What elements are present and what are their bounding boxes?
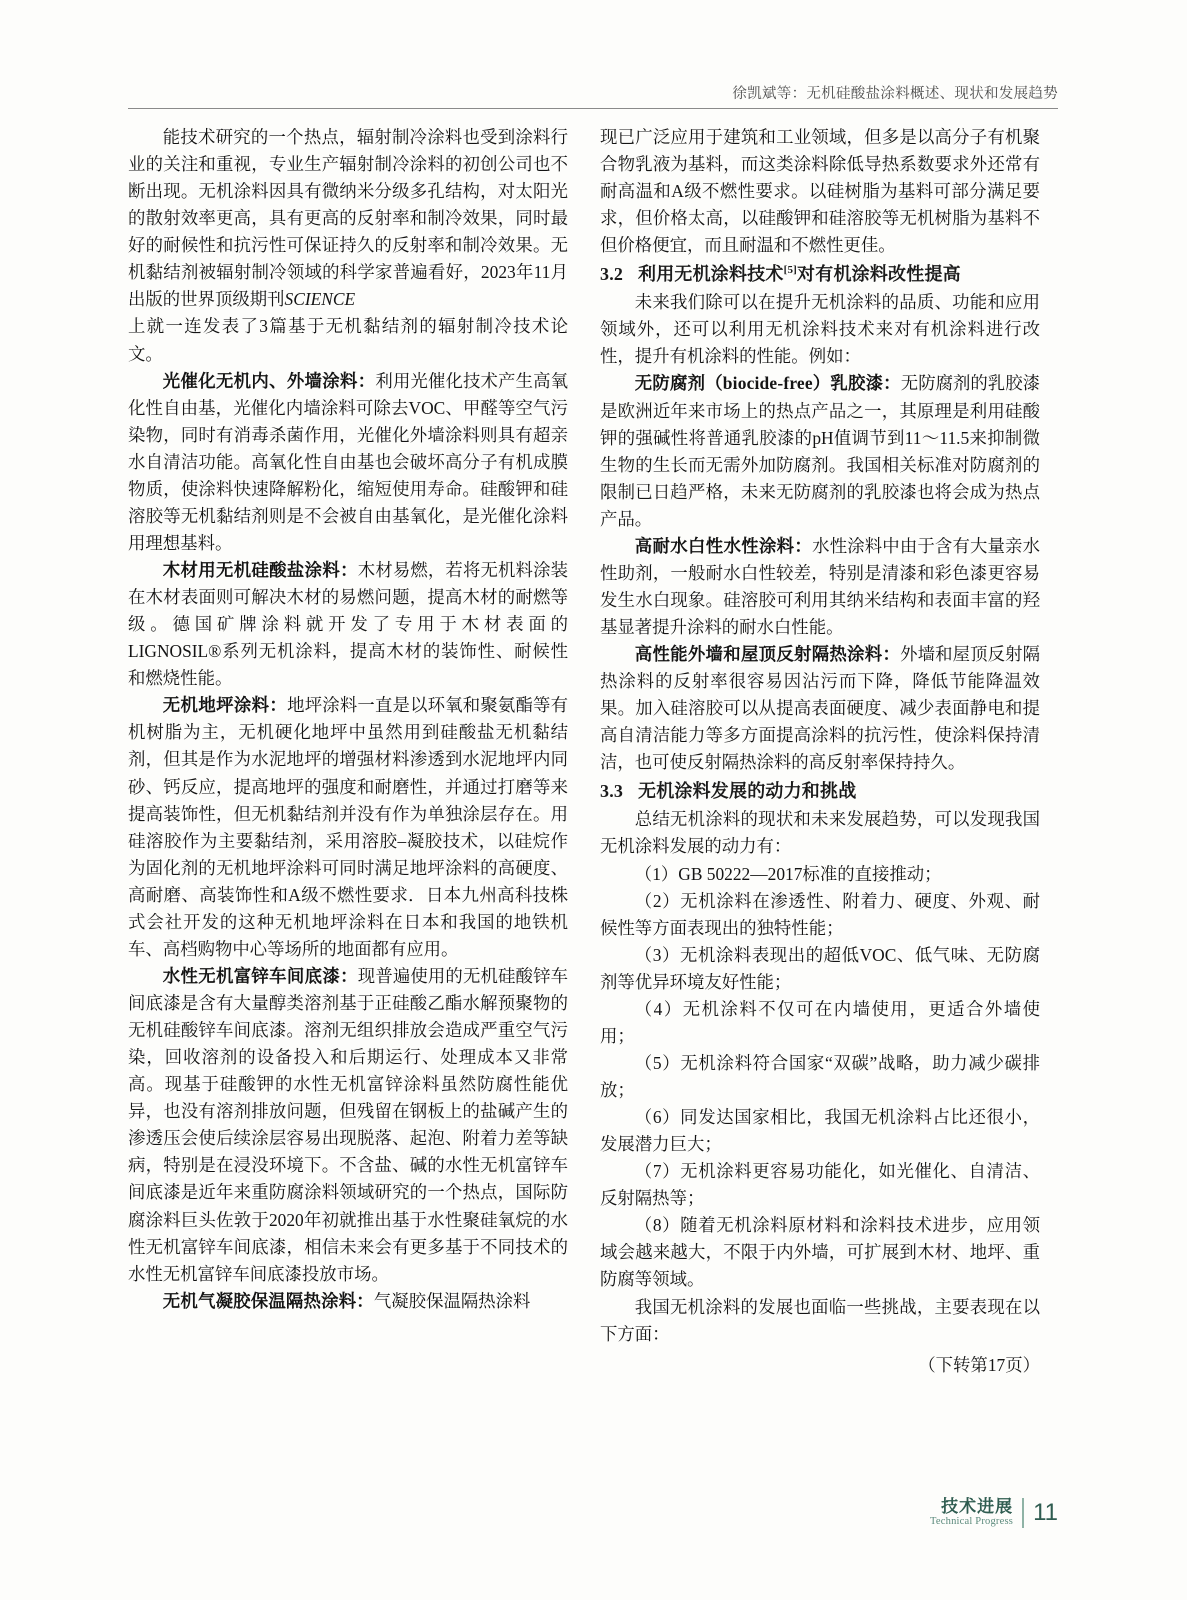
list-item: （2）无机涂料在渗透性、附着力、硬度、外观、耐候性等方面表现出的独特性能； bbox=[600, 890, 1040, 938]
entry-title: 无机地坪涂料： bbox=[162, 695, 288, 716]
footer bbox=[930, 1497, 1058, 1528]
section-title: 无机涂料发展的动力和挑战 bbox=[638, 781, 857, 802]
section-heading-3-2 bbox=[600, 261, 1040, 289]
entry-body: 水性涂料中由于含有大量亲水性助剂，一般耐水白性较差，特别是清漆和彩色漆更容易发生水白现象。硅溶胶可利用其纳米结构和表面丰富的羟基显著提升涂料的耐水白性能。 bbox=[600, 535, 1040, 638]
left-column bbox=[128, 124, 568, 1315]
entry-reflective-insulation bbox=[600, 641, 1040, 776]
section-3-2-intro: 未来我们除可以在提升无机涂料的品质、功能和应用领域外，还可以利用无机涂料技术来对有机涂料进行改性，提升有机涂料的性能。例如： bbox=[600, 292, 1040, 367]
entry-body: 木材易燃，若将无机料涂装在木材表面则可解决木材的易燃问题，提高木材的耐燃等级。德国矿牌涂料就开发了专用于木材表面的LIGNOSIL®系列无机涂料，提高木材的装饰性、耐候性和燃烧性能。 bbox=[128, 560, 568, 689]
entry-title: 高性能外墙和屋顶反射隔热涂料： bbox=[634, 644, 901, 665]
entry-body: 地坪涂料一直是以环氧和聚氨酯等有机树脂为主，无机硬化地坪中虽然用到硅酸盐无机黏结剂，但其是作为水泥地坪的增强材料渗透到水泥地坪内同砂、钙反应，提高地坪的强度和耐磨性，并通过打磨等来提高装饰性，但无机黏结剂并没有作为单独涂层存在。用硅溶胶作为主要黏结剂，采用溶胶–凝胶技术，以硅烷作为固化剂的无机地坪涂料可同时满足地坪涂料的高硬度、高耐磨、高装饰性和A级不燃性要求．日本九州高科技株式会社开发的这种无机地坪涂料在日本和我国的地铁机车、高档购物中心等场所的地面都有应用。 bbox=[128, 695, 568, 959]
entry-body: 气凝胶保温隔热涂料 bbox=[373, 1290, 531, 1311]
paragraph-text: 能技术研究的一个热点，辐射制冷涂料也受到涂料行业的关注和重视，专业生产辐射制冷涂料的初创公司也不断出现。无机涂料因具有微纳米分级多孔结构，对太阳光的散射效率更高，具有更高的反射率和制冷效果，同时最好的耐候性和抗污性可保证持久的反射率和制冷效果。无机黏结剂被辐射制冷领域的科学家普遍看好，2023年11月出版的世界顶级期刊 bbox=[128, 127, 568, 310]
continuation-note: （下转第17页） bbox=[918, 1354, 1040, 1375]
entry-title: 水性无机富锌车间底漆： bbox=[162, 965, 358, 986]
section-title-tail: 对有机涂料改性提高 bbox=[797, 264, 961, 285]
entry-title: 无机气凝胶保温隔热涂料： bbox=[162, 1290, 374, 1311]
footer-divider bbox=[1022, 1498, 1024, 1528]
reference-marker: [5] bbox=[783, 264, 798, 277]
paragraph-continued bbox=[128, 124, 568, 313]
list-item: （6）同发达国家相比，我国无机涂料占比还很小，发展潜力巨大； bbox=[600, 1107, 1040, 1155]
footer-section-en: Technical Progress bbox=[930, 1516, 1014, 1528]
list-item: （8）随着无机涂料原材料和涂料技术进步，应用领域会越来越大，不限于内外墙，可扩展到木材、地坪、重防腐等领域。 bbox=[600, 1215, 1040, 1290]
entry-body: 无防腐剂的乳胶漆是欧洲近年来市场上的热点产品之一，其原理是利用硅酸钾的强碱性将普通乳胶漆的pH值调节到11～11.5来抑制微生物的生长而无需外加防腐剂。我国相关标准对防腐剂的限制已日趋严格，未来无防腐剂的乳胶漆也将会成为热点产品。 bbox=[600, 373, 1040, 529]
list-item: （4）无机涂料不仅可在内墙使用，更适合外墙使用； bbox=[600, 998, 1040, 1046]
entry-body: 利用光催化技术产生高氧化性自由基，光催化内墙涂料可除去VOC、甲醛等空气污染物，同时有消毒杀菌作用，光催化外墙涂料则具有超亲水自清洁功能。高氧化性自由基也会破坏高分子有机成膜物质，使涂料快速降解粉化，缩短使用寿命。硅酸钾和硅溶胶等无机黏结剂则是不会被自由基氧化，是光催化涂料用理想基料。 bbox=[128, 370, 568, 553]
entry-body: 现普遍使用的无机硅酸锌车间底漆是含有大量醇类溶剂基于正硅酸乙酯水解预聚物的无机硅酸锌车间底漆。溶剂无组织排放会造成严重空气污染，回收溶剂的设备投入和后期运行、处理成本又非常高。现基于硅酸钾的水性无机富锌涂料虽然防腐性能优异，也没有溶剂排放问题，但残留在钢板上的盐碱产生的渗透压会使后续涂层容易出现脱落、起泡、附着力差等缺病，特别是在浸没环境下。不含盐、碱的水性无机富锌车间底漆是近年来重防腐涂料领域研究的一个热点，国际防腐涂料巨头佐敦于2020年初就推出基于水性聚硅氧烷的水性无机富锌车间底漆，相信未来会有更多基于不同技术的水性无机富锌车间底漆投放市场。 bbox=[128, 965, 568, 1284]
paragraph-lead: 现已广泛应用于建筑和工业领域，但多是以高分子有机聚合物乳液为基料，而这类涂料除低导热系数要求外还常有耐高温和A级不燃性要求。以硅树脂为基料可部分满足要求，但价格太高，以硅酸钾和硅溶胶等无机树脂为基料不但价格便宜，而且耐温和不燃性更佳。 bbox=[600, 127, 1040, 256]
list-item: （7）无机涂料更容易功能化，如光催化、自清洁、反射隔热等； bbox=[600, 1161, 1040, 1209]
entry-waterborne-zinc-primer bbox=[128, 963, 568, 1288]
section-3-3-closing: 我国无机涂料的发展也面临一些挑战，主要表现在以下方面： bbox=[600, 1296, 1040, 1344]
list-item: （1）GB 50222—2017标准的直接推动； bbox=[634, 863, 942, 884]
entry-title: 无防腐剂（biocide-free）乳胶漆： bbox=[634, 373, 901, 394]
entry-wood-silicate bbox=[128, 557, 568, 692]
section-number: 3.2 bbox=[600, 264, 624, 285]
entry-title: 木材用无机硅酸盐涂料： bbox=[162, 560, 358, 580]
section-title: 利用无机涂料技术 bbox=[638, 264, 784, 285]
entry-water-whitening bbox=[600, 533, 1040, 641]
section-heading-3-3 bbox=[600, 778, 1040, 806]
entry-title: 高耐水白性水性涂料： bbox=[634, 535, 813, 556]
list-item: （3）无机涂料表现出的超低VOC、低气味、无防腐剂等优异环境友好性能； bbox=[600, 944, 1040, 992]
running-header: 徐凯斌等：无机硅酸盐涂料概述、现状和发展趋势 bbox=[732, 86, 1058, 102]
entry-floor-coating bbox=[128, 692, 568, 963]
footer-section-cn: 技术进展 bbox=[941, 1497, 1014, 1517]
journal-name: SCIENCE bbox=[284, 289, 356, 310]
header-divider bbox=[128, 108, 1058, 109]
right-column bbox=[600, 124, 1040, 1379]
entry-title: 光催化无机内、外墙涂料： bbox=[162, 370, 376, 391]
section-number: 3.3 bbox=[600, 781, 624, 802]
paragraph-continued-2: 上就一连发表了3篇基于无机黏结剂的辐射制冷技术论文。 bbox=[128, 316, 568, 364]
entry-body: 外墙和屋顶反射隔热涂料的反射率很容易因沾污而下降，降低节能降温效果。加入硅溶胶可以从提高表面硬度、减少表面静电和提高自清洁能力等多方面提高涂料的抗污性，使涂料保持清洁，也可使反射隔热涂料的高反射率保持持久。 bbox=[600, 644, 1040, 773]
entry-biocide-free bbox=[600, 370, 1040, 532]
section-3-3-intro: 总结无机涂料的现状和未来发展趋势，可以发现我国无机涂料发展的动力有： bbox=[600, 809, 1040, 857]
footer-section-label bbox=[930, 1497, 1013, 1528]
entry-aerogel-insulation bbox=[128, 1288, 568, 1315]
entry-photocatalytic bbox=[128, 368, 568, 557]
page-number: 11 bbox=[1033, 1498, 1058, 1526]
list-item: （5）无机涂料符合国家“双碳”战略，助力减少碳排放； bbox=[600, 1052, 1040, 1101]
